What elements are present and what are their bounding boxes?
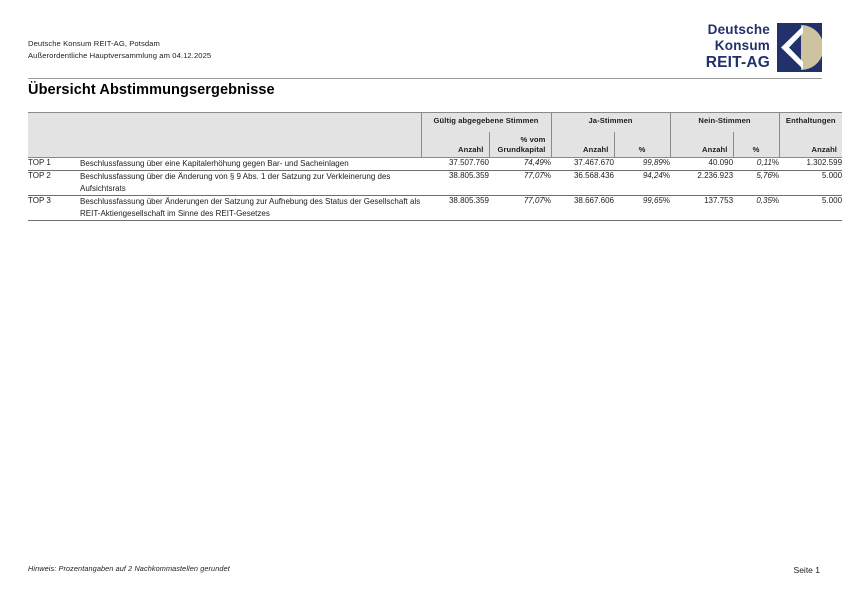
percent-sign: % [662,158,671,167]
cell-yes-pct [614,171,670,196]
percent-sign: % [543,158,551,167]
cell-valid-count: 38.805.359 [421,196,489,221]
cell-no-pct [733,171,779,196]
subheader-blank-top [28,132,80,158]
percent-sign: % [543,196,551,205]
footer-page-number: Seite 1 [793,565,820,575]
cell-valid-pct-value: 77,07 [523,171,544,180]
cell-yes-count: 37.467.670 [551,158,614,171]
cell-valid-count: 37.507.760 [421,158,489,171]
subheader-blank-resolution [80,132,421,158]
cell-top-label: TOP 1 [28,158,80,171]
header-blank-top [28,113,80,133]
company-line: Deutsche Konsum REIT-AG, Potsdam [28,39,160,48]
cell-no-count: 2.236.923 [670,171,733,196]
table-body [28,158,842,221]
subheader-no-count: Anzahl [670,132,733,158]
table-row [28,196,842,221]
cell-no-pct-value: 5,76 [756,171,772,180]
header-group-abstentions: Enthaltungen [779,113,842,133]
cell-resolution-description: Beschlussfassung über eine Kapitalerhöhung gegen Bar- und Sacheinlagen [80,158,421,171]
subheader-valid-pct [489,132,551,158]
cell-abstentions: 5.000 [779,196,842,221]
cell-yes-pct [614,196,670,221]
cell-yes-pct-value: 99,65 [642,196,663,205]
logo-line-reit-ag: REIT-AG [705,53,770,71]
subheader-no-pct: % [733,132,779,158]
subheader-yes-count: Anzahl [551,132,614,158]
cell-valid-pct-value: 74,49 [523,158,544,167]
header-divider [28,78,822,79]
cell-valid-pct [489,158,551,171]
cell-yes-count: 36.568.436 [551,171,614,196]
header-group-valid-votes: Gültig abgegebene Stimmen [421,113,551,133]
logo-line-deutsche: Deutsche [707,22,770,37]
cell-resolution-description: Beschlussfassung über die Änderung von § 9 Abs. 1 der Satzung zur Verkleinerung des Aufsichtsrats [80,171,421,196]
percent-sign: % [662,196,671,205]
cell-yes-count: 38.667.606 [551,196,614,221]
cell-yes-pct-value: 99,89 [642,158,663,167]
company-logo [706,22,822,72]
table-group-header-row [28,113,842,133]
subheader-valid-pct-line2: Grundkapital [497,144,546,154]
logo-line-konsum: Konsum [714,37,770,53]
table-row [28,158,842,171]
percent-sign: % [771,196,780,205]
percent-sign: % [771,158,780,167]
cell-valid-pct-value: 77,07 [523,196,544,205]
cell-top-label: TOP 2 [28,171,80,196]
logo-wordmark [706,22,770,72]
header-group-yes-votes: Ja-Stimmen [551,113,670,133]
cell-resolution-description: Beschlussfassung über Änderungen der Satzung zur Aufhebung des Status der Gesellschaft als REIT-Aktiengesellschaft im Sinne des REIT-Gesetzes [80,196,421,221]
cell-no-count: 40.090 [670,158,733,171]
cell-abstentions: 1.302.599 [779,158,842,171]
cell-top-label: TOP 3 [28,196,80,221]
page-title: Übersicht Abstimmungsergebnisse [28,82,275,98]
logo-mark-icon [777,23,822,72]
subheader-yes-pct: % [614,132,670,158]
table-head [28,113,842,158]
table-row [28,171,842,196]
subheader-valid-count: Anzahl [421,132,489,158]
percent-sign: % [771,171,780,180]
cell-yes-pct [614,158,670,171]
cell-no-count: 137.753 [670,196,733,221]
document-meta [28,38,211,62]
cell-no-pct-value: 0,11 [756,158,772,167]
cell-no-pct-value: 0,35 [756,196,772,205]
subheader-abstentions-count: Anzahl [779,132,842,158]
header-group-no-votes: Nein-Stimmen [670,113,779,133]
cell-abstentions: 5.000 [779,171,842,196]
footer-note: Hinweis: Prozentangaben auf 2 Nachkommastellen gerundet [28,564,230,573]
cell-valid-pct [489,171,551,196]
cell-valid-pct [489,196,551,221]
header-blank-resolution [80,113,421,133]
cell-no-pct [733,196,779,221]
cell-no-pct [733,158,779,171]
percent-sign: % [662,171,671,180]
table-sub-header-row [28,132,842,158]
subheader-valid-pct-line1: % vom [520,135,546,145]
voting-results-table [28,112,842,221]
cell-valid-count: 38.805.359 [421,171,489,196]
meeting-line: Außerordentliche Hauptversammlung am 04.12.2025 [28,50,212,60]
percent-sign: % [543,171,551,180]
cell-yes-pct-value: 94,24 [642,171,663,180]
